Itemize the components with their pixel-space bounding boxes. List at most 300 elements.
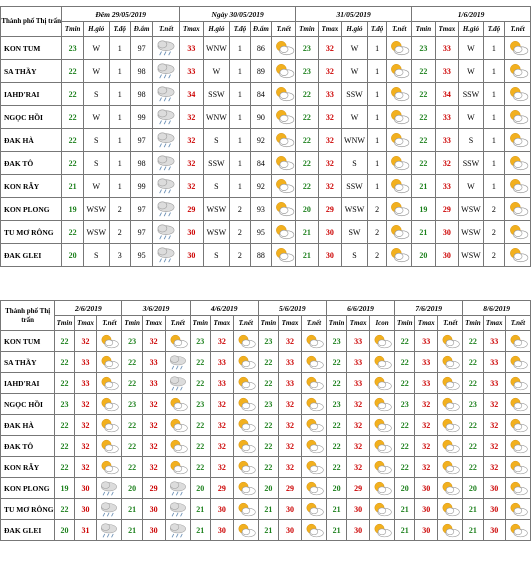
wind-direction: SSW xyxy=(203,83,230,106)
sun-cloud-icon xyxy=(505,373,530,394)
table-row xyxy=(1,415,531,436)
forecast-table-block-2 xyxy=(0,300,531,541)
wind-level: 1 xyxy=(367,37,386,60)
humidity-value: 92 xyxy=(250,175,272,198)
sun-cloud-icon xyxy=(387,106,412,129)
wind-direction: WSW xyxy=(203,221,230,244)
wind-level: 1 xyxy=(109,83,130,106)
column-header: T.độ xyxy=(367,22,386,37)
wind-level: 1 xyxy=(230,129,250,152)
tmax-value: 33 xyxy=(210,373,233,394)
sun-cloud-icon xyxy=(505,129,531,152)
tmin-value: 23 xyxy=(258,331,278,352)
cloud-rain-icon xyxy=(153,106,180,129)
tmax-value: 30 xyxy=(483,478,505,499)
tmax-value: 33 xyxy=(435,175,459,198)
tmin-value: 20 xyxy=(55,520,74,541)
tmax-value: 32 xyxy=(483,415,505,436)
tmax-value: 32 xyxy=(142,394,165,415)
tmin-value: 20 xyxy=(122,478,142,499)
tmax-value: 29 xyxy=(318,198,342,221)
wind-level: 2 xyxy=(367,221,386,244)
place-name: KON TUM xyxy=(1,331,55,352)
cloud-rain-icon xyxy=(153,83,180,106)
sun-cloud-icon xyxy=(505,175,531,198)
cloud-rain-icon xyxy=(153,244,180,267)
sun-cloud-icon xyxy=(233,373,258,394)
wind-direction: S xyxy=(83,152,109,175)
table-row xyxy=(1,394,531,415)
table-row xyxy=(1,106,531,129)
wind-level: 1 xyxy=(483,37,504,60)
tmin-value: 21 xyxy=(190,499,210,520)
sun-cloud-icon xyxy=(438,499,463,520)
tmin-value: 22 xyxy=(395,415,415,436)
sun-cloud-icon xyxy=(233,352,258,373)
sun-cloud-icon xyxy=(233,457,258,478)
tmin-value: 20 xyxy=(258,478,278,499)
tmax-value: 32 xyxy=(180,152,204,175)
column-header: Tmax xyxy=(142,316,165,331)
tmax-value: 30 xyxy=(347,520,370,541)
table-row xyxy=(1,152,531,175)
tmin-value: 19 xyxy=(62,198,84,221)
column-header: Tmin xyxy=(395,316,415,331)
tmin-value: 23 xyxy=(190,331,210,352)
wind-direction: W xyxy=(203,60,230,83)
tmax-value: 32 xyxy=(142,415,165,436)
column-header: T.độ xyxy=(483,22,504,37)
sun-cloud-icon xyxy=(505,331,530,352)
tmax-value: 30 xyxy=(347,499,370,520)
tmin-value: 22 xyxy=(395,352,415,373)
tmax-value: 33 xyxy=(347,352,370,373)
tmax-value: 32 xyxy=(74,415,97,436)
wind-level: 2 xyxy=(230,221,250,244)
table-row xyxy=(1,457,531,478)
wind-direction: W xyxy=(342,60,368,83)
cloud-rain-icon xyxy=(165,352,190,373)
tmin-value: 22 xyxy=(296,152,319,175)
tmax-value: 34 xyxy=(435,83,459,106)
date-group-header: 3/6/2019 xyxy=(122,301,190,316)
tmax-value: 32 xyxy=(142,331,165,352)
wind-direction: W xyxy=(83,37,109,60)
column-header: Tmin xyxy=(190,316,210,331)
tmax-value: 32 xyxy=(415,436,438,457)
tmax-value: 33 xyxy=(142,352,165,373)
wind-level: 1 xyxy=(367,106,386,129)
tmin-value: 20 xyxy=(296,198,319,221)
tmax-value: 34 xyxy=(180,83,204,106)
tmax-value: 32 xyxy=(279,436,302,457)
tmax-value: 30 xyxy=(142,499,165,520)
humidity-value: 99 xyxy=(130,106,153,129)
sun-cloud-icon xyxy=(301,520,326,541)
tmax-value: 33 xyxy=(435,129,459,152)
tmin-value: 22 xyxy=(55,499,74,520)
tmax-value: 30 xyxy=(210,520,233,541)
tmin-value: 22 xyxy=(62,106,84,129)
column-header: Tmin xyxy=(326,316,346,331)
tmin-value: 22 xyxy=(326,436,346,457)
tmin-value: 21 xyxy=(122,520,142,541)
tmin-value: 21 xyxy=(62,175,84,198)
wind-direction: SSW xyxy=(342,83,368,106)
tmin-value: 22 xyxy=(463,373,483,394)
wind-level: 1 xyxy=(367,83,386,106)
sun-cloud-icon xyxy=(233,394,258,415)
tmin-value: 20 xyxy=(326,478,346,499)
tmax-value: 32 xyxy=(210,415,233,436)
tmin-value: 21 xyxy=(463,499,483,520)
place-name: KON PLONG xyxy=(1,478,55,499)
column-header: H.gió xyxy=(203,22,230,37)
forecast-table-2 xyxy=(0,300,531,541)
humidity-value: 84 xyxy=(250,152,272,175)
wind-direction: W xyxy=(459,106,484,129)
tmin-value: 21 xyxy=(258,499,278,520)
tmax-value: 32 xyxy=(435,152,459,175)
tmax-value: 32 xyxy=(74,394,97,415)
table-row xyxy=(1,352,531,373)
tmax-value: 32 xyxy=(142,457,165,478)
wind-direction: S xyxy=(83,83,109,106)
tmax-value: 33 xyxy=(347,331,370,352)
column-header: T.độ xyxy=(109,22,130,37)
tmin-value: 21 xyxy=(395,520,415,541)
tmin-value: 22 xyxy=(412,152,435,175)
sun-cloud-icon xyxy=(370,352,395,373)
tmax-value: 32 xyxy=(347,394,370,415)
sun-cloud-icon xyxy=(370,478,395,499)
column-header: Tmin xyxy=(296,22,319,37)
column-header: T.nết xyxy=(233,316,258,331)
tmax-value: 32 xyxy=(347,457,370,478)
cloud-rain-icon xyxy=(165,520,190,541)
tmin-value: 23 xyxy=(122,331,142,352)
column-header: Tmax xyxy=(74,316,97,331)
sun-cloud-icon xyxy=(438,478,463,499)
tmax-value: 32 xyxy=(279,415,302,436)
sun-cloud-icon xyxy=(505,37,531,60)
sun-cloud-icon xyxy=(438,457,463,478)
sun-cloud-icon xyxy=(233,478,258,499)
wind-level: 2 xyxy=(367,198,386,221)
tmin-value: 21 xyxy=(296,221,319,244)
wind-direction: W xyxy=(83,106,109,129)
table-row xyxy=(1,373,531,394)
wind-direction: S xyxy=(459,129,484,152)
wind-level: 1 xyxy=(483,83,504,106)
tmax-value: 30 xyxy=(180,244,204,267)
wind-direction: SSW xyxy=(459,152,484,175)
wind-level: 1 xyxy=(109,60,130,83)
wind-direction: S xyxy=(342,152,368,175)
tmin-value: 19 xyxy=(412,198,435,221)
wind-direction: W xyxy=(83,60,109,83)
humidity-value: 84 xyxy=(250,83,272,106)
tmin-value: 21 xyxy=(412,175,435,198)
tmin-value: 22 xyxy=(62,152,84,175)
tmax-value: 30 xyxy=(210,499,233,520)
cloud-rain-icon xyxy=(153,37,180,60)
sun-cloud-icon xyxy=(387,244,412,267)
sun-cloud-icon xyxy=(438,436,463,457)
tmax-value: 32 xyxy=(74,436,97,457)
humidity-value: 97 xyxy=(130,221,153,244)
wind-level: 1 xyxy=(109,175,130,198)
column-header: T.nết xyxy=(505,316,530,331)
sun-cloud-icon xyxy=(438,373,463,394)
column-header: Tmax xyxy=(483,316,505,331)
column-header: T.nết xyxy=(505,22,531,37)
tmax-value: 30 xyxy=(279,499,302,520)
tmin-value: 22 xyxy=(55,415,74,436)
sun-cloud-icon xyxy=(505,415,530,436)
table-row xyxy=(1,478,531,499)
humidity-value: 97 xyxy=(130,129,153,152)
tmin-value: 20 xyxy=(190,478,210,499)
sun-cloud-icon xyxy=(272,175,296,198)
wind-level: 1 xyxy=(230,152,250,175)
wind-level: 1 xyxy=(230,37,250,60)
sun-cloud-icon xyxy=(505,394,530,415)
sun-cloud-icon xyxy=(301,352,326,373)
wind-level: 2 xyxy=(483,198,504,221)
tmin-value: 23 xyxy=(395,394,415,415)
humidity-value: 97 xyxy=(130,198,153,221)
wind-level: 1 xyxy=(367,152,386,175)
tmin-value: 22 xyxy=(296,83,319,106)
tmax-value: 32 xyxy=(74,457,97,478)
tmax-value: 30 xyxy=(318,244,342,267)
humidity-value: 92 xyxy=(250,129,272,152)
tmax-value: 32 xyxy=(318,37,342,60)
tmin-value: 22 xyxy=(122,415,142,436)
sun-cloud-icon xyxy=(165,331,190,352)
place-name: KON PLONG xyxy=(1,198,62,221)
sun-cloud-icon xyxy=(165,457,190,478)
sun-cloud-icon xyxy=(272,60,296,83)
tmin-value: 22 xyxy=(258,415,278,436)
place-name: IAHD'RAI xyxy=(1,83,62,106)
place-header: Thành phố Thị trấn xyxy=(1,301,55,331)
sun-cloud-icon xyxy=(370,331,395,352)
tmin-value: 22 xyxy=(463,436,483,457)
column-header: H.gió xyxy=(342,22,368,37)
tmax-value: 33 xyxy=(483,373,505,394)
wind-level: 1 xyxy=(230,106,250,129)
sun-cloud-icon xyxy=(272,129,296,152)
cloud-rain-icon xyxy=(153,60,180,83)
tmin-value: 21 xyxy=(122,499,142,520)
sun-cloud-icon xyxy=(272,106,296,129)
wind-direction: W xyxy=(83,175,109,198)
tmax-value: 32 xyxy=(180,129,204,152)
sun-cloud-icon xyxy=(301,415,326,436)
table-row xyxy=(1,175,531,198)
tmax-value: 32 xyxy=(210,394,233,415)
sun-cloud-icon xyxy=(272,221,296,244)
place-name: TU MƠ RÔNG xyxy=(1,499,55,520)
table-row xyxy=(1,436,531,457)
sun-cloud-icon xyxy=(438,415,463,436)
tmax-value: 30 xyxy=(180,221,204,244)
wind-direction: S xyxy=(342,244,368,267)
tmin-value: 20 xyxy=(62,244,84,267)
tmin-value: 22 xyxy=(258,457,278,478)
humidity-value: 86 xyxy=(250,37,272,60)
wind-level: 1 xyxy=(367,175,386,198)
tmin-value: 22 xyxy=(190,373,210,394)
table-row xyxy=(1,83,531,106)
tmin-value: 20 xyxy=(395,478,415,499)
tmax-value: 29 xyxy=(142,478,165,499)
tmin-value: 22 xyxy=(326,457,346,478)
column-header: Icon xyxy=(370,316,395,331)
date-group-header: 1/6/2019 xyxy=(412,7,531,22)
tmax-value: 33 xyxy=(435,106,459,129)
place-name: SA THẦY xyxy=(1,352,55,373)
place-name: ĐAK HÀ xyxy=(1,415,55,436)
date-group-header: Đêm 29/05/2019 xyxy=(62,7,180,22)
tmax-value: 29 xyxy=(347,478,370,499)
sun-cloud-icon xyxy=(438,352,463,373)
tmax-value: 32 xyxy=(318,60,342,83)
tmax-value: 32 xyxy=(483,457,505,478)
tmin-value: 22 xyxy=(412,106,435,129)
wind-level: 1 xyxy=(367,129,386,152)
tmax-value: 32 xyxy=(318,129,342,152)
cloud-rain-icon xyxy=(165,478,190,499)
date-group-header: 7/6/2019 xyxy=(395,301,463,316)
tmin-value: 23 xyxy=(463,394,483,415)
forecast-table-1 xyxy=(0,6,531,267)
tmin-value: 22 xyxy=(190,415,210,436)
tmin-value: 22 xyxy=(296,175,319,198)
sun-cloud-icon xyxy=(370,373,395,394)
tmax-value: 32 xyxy=(347,436,370,457)
sun-cloud-icon xyxy=(233,436,258,457)
sun-cloud-icon xyxy=(370,457,395,478)
sun-cloud-icon xyxy=(370,499,395,520)
tmin-value: 20 xyxy=(463,478,483,499)
tmax-value: 29 xyxy=(180,198,204,221)
tmin-value: 22 xyxy=(258,373,278,394)
column-header: T.nết xyxy=(165,316,190,331)
humidity-value: 98 xyxy=(130,152,153,175)
tmin-value: 20 xyxy=(412,244,435,267)
tmax-value: 29 xyxy=(435,198,459,221)
wind-direction: S xyxy=(203,244,230,267)
sun-cloud-icon xyxy=(301,478,326,499)
date-group-header: Ngày 30/05/2019 xyxy=(180,7,296,22)
sun-cloud-icon xyxy=(387,152,412,175)
tmax-value: 32 xyxy=(279,331,302,352)
wind-direction: WSW xyxy=(83,198,109,221)
column-header: Tmin xyxy=(62,22,84,37)
humidity-value: 88 xyxy=(250,244,272,267)
tmin-value: 22 xyxy=(412,60,435,83)
tmin-value: 22 xyxy=(190,352,210,373)
column-header: Tmax xyxy=(180,22,204,37)
tmin-value: 22 xyxy=(122,436,142,457)
sun-cloud-icon xyxy=(97,436,122,457)
column-header: H.gió xyxy=(459,22,484,37)
sun-cloud-icon xyxy=(301,331,326,352)
sun-cloud-icon xyxy=(505,106,531,129)
table-row xyxy=(1,37,531,60)
wind-level: 1 xyxy=(483,106,504,129)
cloud-rain-icon xyxy=(153,221,180,244)
column-header: T.độ xyxy=(230,22,250,37)
tmax-value: 30 xyxy=(435,221,459,244)
tmin-value: 21 xyxy=(326,499,346,520)
wind-level: 3 xyxy=(109,244,130,267)
place-name: KON RẪY xyxy=(1,457,55,478)
tmax-value: 32 xyxy=(347,415,370,436)
tmax-value: 30 xyxy=(74,478,97,499)
wind-level: 1 xyxy=(230,175,250,198)
wind-level: 1 xyxy=(230,60,250,83)
tmin-value: 23 xyxy=(412,37,435,60)
cloud-rain-icon xyxy=(165,373,190,394)
column-header: Tmin xyxy=(412,22,435,37)
sun-cloud-icon xyxy=(505,198,531,221)
humidity-value: 89 xyxy=(250,60,272,83)
sun-cloud-icon xyxy=(505,221,531,244)
tmax-value: 30 xyxy=(483,499,505,520)
tmin-value: 22 xyxy=(122,457,142,478)
tmax-value: 33 xyxy=(180,37,204,60)
sun-cloud-icon xyxy=(370,394,395,415)
column-header: T.nết xyxy=(97,316,122,331)
tmax-value: 33 xyxy=(74,373,97,394)
wind-level: 2 xyxy=(483,221,504,244)
wind-level: 1 xyxy=(230,83,250,106)
place-name: NGỌC HỒI xyxy=(1,394,55,415)
tmax-value: 32 xyxy=(415,457,438,478)
tmin-value: 22 xyxy=(412,83,435,106)
sun-cloud-icon xyxy=(165,394,190,415)
place-name: IAHD'RAI xyxy=(1,373,55,394)
wind-level: 2 xyxy=(109,198,130,221)
column-header: Tmax xyxy=(210,316,233,331)
tmin-value: 23 xyxy=(296,37,319,60)
tmax-value: 32 xyxy=(74,331,97,352)
tmax-value: 32 xyxy=(318,106,342,129)
wind-direction: S xyxy=(203,175,230,198)
tmin-value: 22 xyxy=(326,352,346,373)
tmin-value: 22 xyxy=(412,129,435,152)
tmax-value: 33 xyxy=(415,373,438,394)
sun-cloud-icon xyxy=(97,457,122,478)
tmin-value: 23 xyxy=(62,37,84,60)
tmax-value: 33 xyxy=(435,60,459,83)
wind-direction: W xyxy=(342,106,368,129)
sun-cloud-icon xyxy=(301,457,326,478)
tmax-value: 32 xyxy=(142,436,165,457)
date-group-header: 2/6/2019 xyxy=(55,301,122,316)
tmax-value: 32 xyxy=(318,175,342,198)
sun-cloud-icon xyxy=(387,60,412,83)
wind-level: 1 xyxy=(109,37,130,60)
tmin-value: 22 xyxy=(395,436,415,457)
wind-direction: WNW xyxy=(342,129,368,152)
tmax-value: 30 xyxy=(435,244,459,267)
wind-direction: WSW xyxy=(342,198,368,221)
